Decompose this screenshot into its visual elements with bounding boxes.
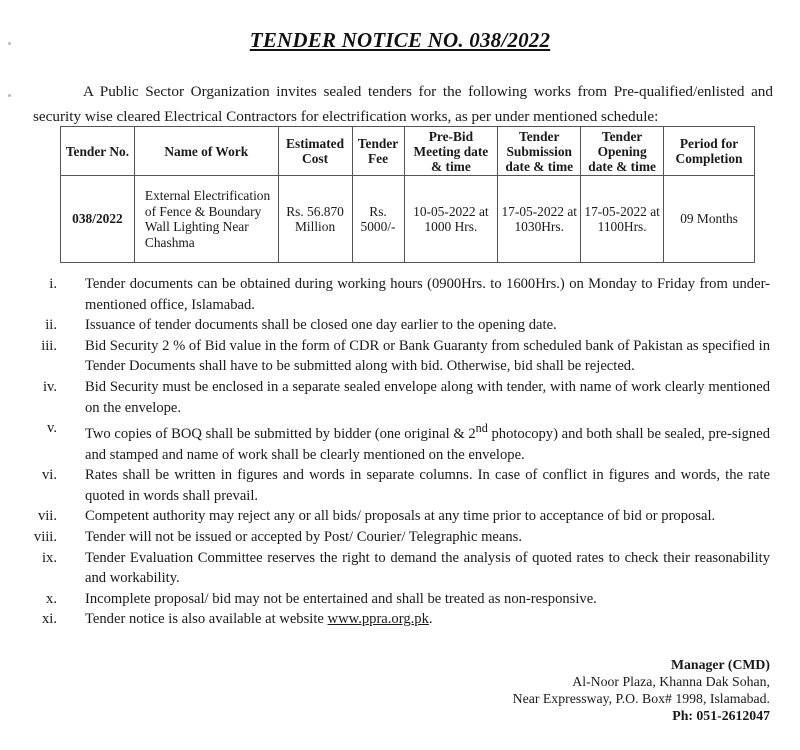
header-estimated-cost: Estimated Cost — [278, 127, 352, 176]
header-pre-bid: Pre-Bid Meeting date & time — [404, 127, 498, 176]
cell-tender-fee: Rs. 5000/- — [352, 176, 404, 263]
condition-number: v. — [47, 420, 57, 437]
condition-text: Rates shall be written in figures and words in separate columns. In case of conflict in figures and words, the rate quoted in words shall prevail. — [85, 467, 770, 504]
condition-item — [30, 377, 770, 418]
condition-text: Bid Security 2 % of Bid value in the form of CDR or Bank Guaranty from scheduled bank of Pakistan as specified in Tender Documents shall have to be submitted along with bid. Otherwise, bid shall be rejected. — [85, 337, 770, 375]
condition-text: Incomplete proposal/ bid may not be entertained and shall be treated as non-responsive. — [85, 590, 597, 607]
header-submission: Tender Submission date & time — [498, 127, 581, 176]
condition-text-part: . — [428, 611, 433, 628]
phone-number: Ph: 051-2612047 — [672, 708, 770, 723]
condition-item — [30, 548, 770, 589]
cell-opening: 17-05-2022 at 1100Hrs. — [581, 176, 664, 263]
address-line-2: Near Expressway, P.O. Box# 1998, Islamabad. — [512, 691, 770, 706]
condition-number: iv. — [42, 378, 57, 395]
condition-item — [30, 609, 770, 630]
condition-number: ix. — [42, 549, 57, 566]
condition-text-part: Tender notice is also available at website — [85, 611, 328, 628]
cell-pre-bid: 10-05-2022 at 1000 Hrs. — [404, 176, 498, 263]
condition-number: xi. — [42, 611, 57, 628]
notice-title: TENDER NOTICE NO. 038/2022 — [249, 28, 551, 53]
intro-text: A Public Sector Organization invites sealed tenders for the following works from Pre-qualified/enlisted and security wise cleared Electrical Contractors for electrification works, as per under mentioned schedule: — [33, 83, 773, 126]
conditions-list — [30, 274, 770, 630]
condition-text-part: Two copies of BOQ shall be submitted by bidder (one original & 2 — [85, 426, 476, 443]
table-row — [61, 176, 755, 263]
condition-item — [30, 527, 770, 548]
signatory-designation: Manager (CMD) — [671, 657, 770, 672]
scan-speck — [8, 94, 11, 97]
header-name-of-work: Name of Work — [134, 127, 278, 176]
condition-item — [30, 336, 770, 377]
condition-text: Tender Evaluation Committee reserves the right to demand the analysis of quoted rates to check their reasonability and workability. — [85, 549, 770, 587]
condition-item — [30, 506, 770, 527]
ordinal-suffix: nd — [475, 421, 488, 436]
cell-period: 09 Months — [664, 176, 755, 263]
header-tender-fee: Tender Fee — [352, 127, 404, 176]
condition-number: vi. — [42, 467, 57, 484]
condition-item — [30, 418, 770, 465]
condition-text — [85, 418, 770, 465]
condition-text-part: photocopy) and both shall be sealed, pre-signed and stamped and name of work shall be clearly mentioned on the envelope. — [85, 426, 770, 463]
condition-text — [85, 609, 770, 630]
tender-schedule-table — [60, 126, 755, 263]
header-period: Period for Completion — [664, 127, 755, 176]
cell-submission: 17-05-2022 at 1030Hrs. — [498, 176, 581, 263]
header-opening: Tender Opening date & time — [581, 127, 664, 176]
condition-item — [30, 465, 770, 506]
condition-number: ii. — [45, 317, 57, 334]
condition-number: viii. — [33, 528, 57, 545]
address-line-1: Al-Noor Plaza, Khanna Dak Sohan, — [572, 674, 770, 689]
condition-number: x. — [46, 590, 57, 607]
condition-number: vii. — [37, 508, 57, 525]
cell-tender-no: 038/2022 — [61, 176, 135, 263]
intro-paragraph — [33, 79, 773, 129]
condition-item — [30, 315, 770, 336]
condition-text: Tender will not be issued or accepted by Post/ Courier/ Telegraphic means. — [85, 528, 522, 545]
condition-text: Tender documents can be obtained during working hours (0900Hrs. to 1600Hrs.) on Monday to Friday from under- mentioned office, Islamabad. — [85, 276, 770, 313]
table-header-row — [61, 127, 755, 176]
condition-number: i. — [49, 276, 57, 292]
condition-item — [30, 274, 770, 315]
cell-name-of-work: External Electrification of Fence & Boundary Wall Lighting Near Chashma — [134, 176, 278, 263]
condition-text: Bid Security must be enclosed in a separate sealed envelope along with tender, with name of work clearly mentioned on the envelope. — [85, 378, 770, 416]
signature-block — [513, 656, 770, 724]
website-link[interactable]: www.ppra.org.pk — [327, 611, 429, 628]
condition-text: Competent authority may reject any or all bids/ proposals at any time prior to acceptance of bid or proposal. — [85, 508, 716, 525]
condition-text: Issuance of tender documents shall be closed one day earlier to the opening date. — [85, 317, 557, 334]
header-tender-no: Tender No. — [61, 127, 135, 176]
condition-item — [30, 589, 770, 610]
condition-number: iii. — [41, 337, 57, 354]
cell-estimated-cost: Rs. 56.870 Million — [278, 176, 352, 263]
